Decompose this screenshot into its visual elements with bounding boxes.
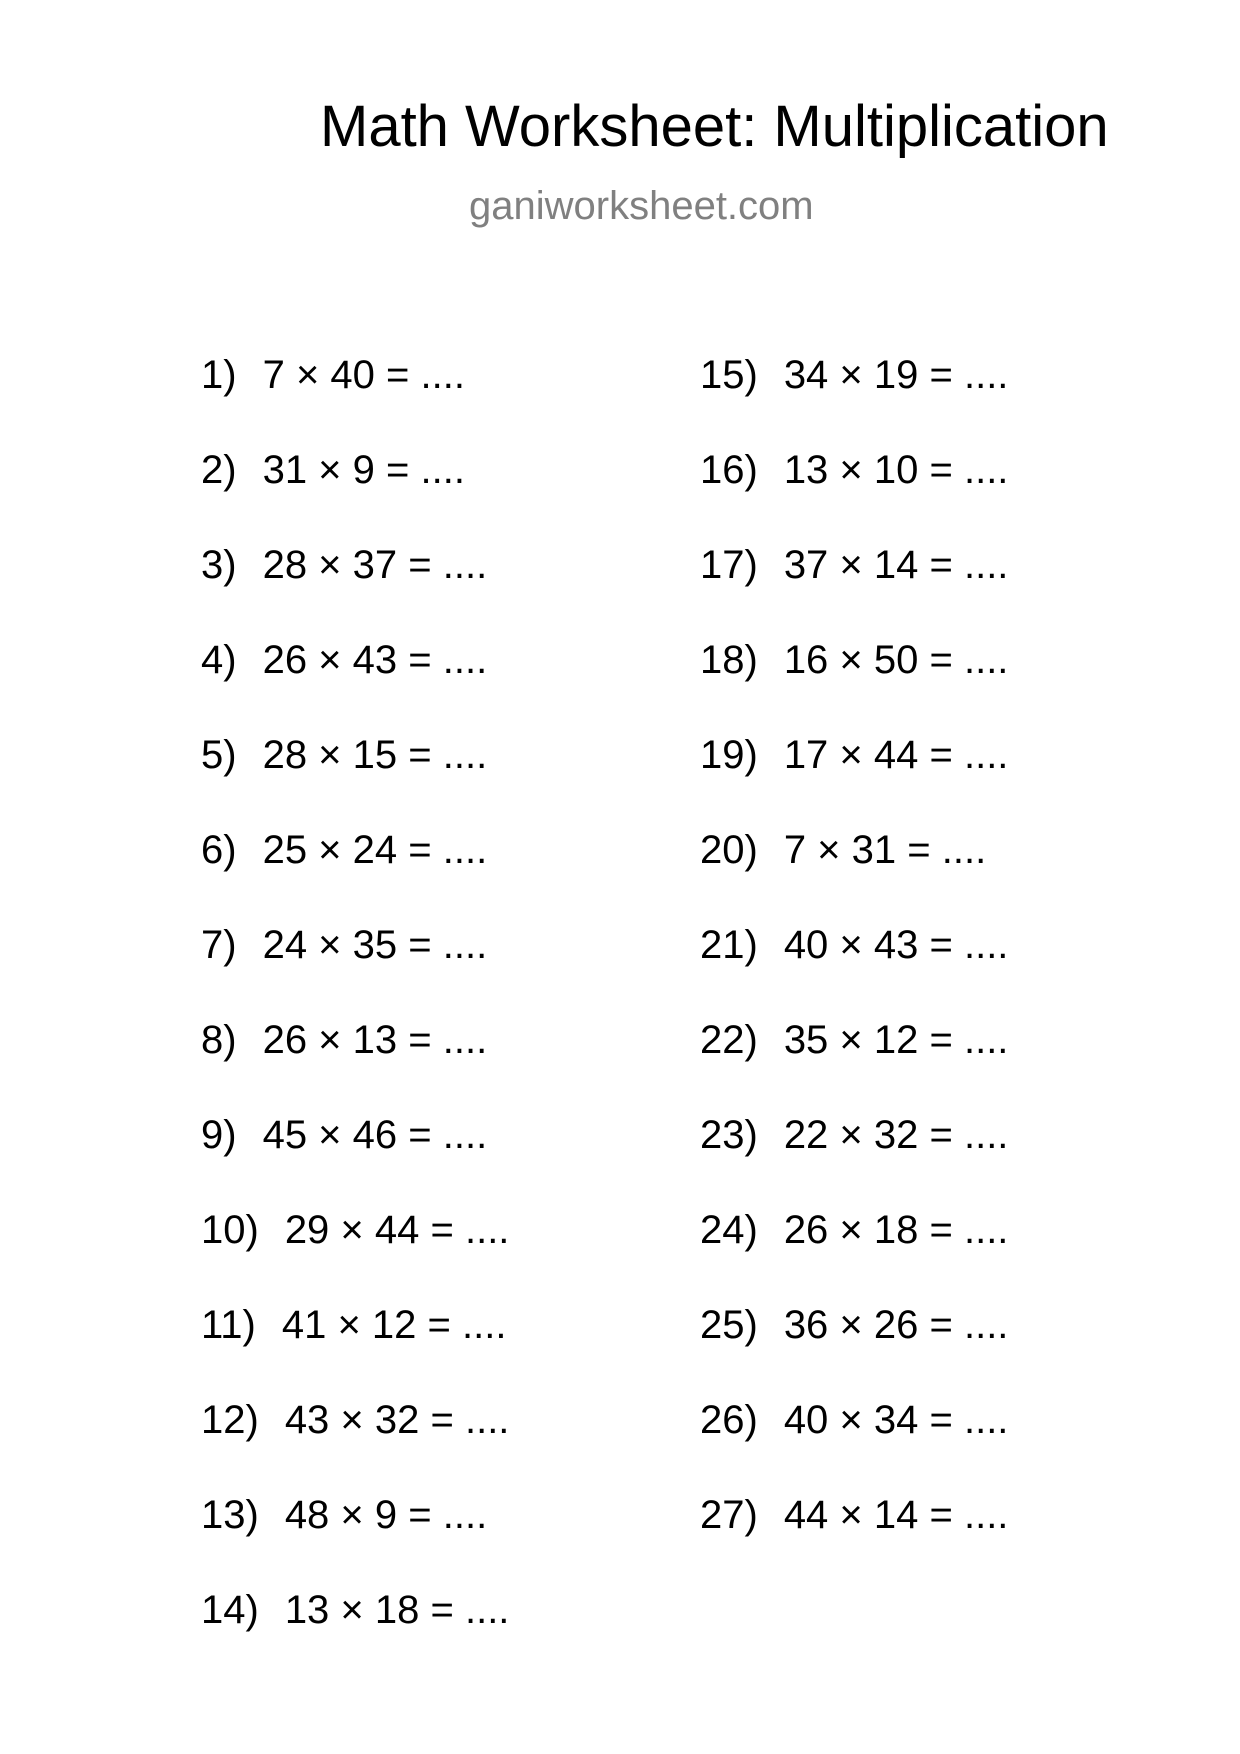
problem-number: 23) xyxy=(700,1113,758,1157)
problem-item xyxy=(201,925,509,1020)
problem-item xyxy=(201,640,509,735)
problem-column-left xyxy=(201,355,509,1685)
problem-expression: 16 × 50 = .... xyxy=(783,638,1009,682)
problem-number: 9) xyxy=(201,1113,237,1157)
problem-expression: 7 × 31 = .... xyxy=(783,828,987,872)
problem-number: 1) xyxy=(201,353,237,397)
problem-number: 16) xyxy=(700,448,758,492)
problem-item xyxy=(201,450,509,545)
problem-number: 3) xyxy=(201,543,237,587)
problem-item xyxy=(201,1495,509,1590)
problem-item xyxy=(201,545,509,640)
problem-expression: 40 × 43 = .... xyxy=(783,923,1009,967)
problem-expression: 36 × 26 = .... xyxy=(783,1303,1009,1347)
problem-number: 27) xyxy=(700,1493,758,1537)
problem-expression: 45 × 46 = .... xyxy=(262,1113,488,1157)
problem-expression: 48 × 9 = .... xyxy=(284,1493,488,1537)
problem-expression: 35 × 12 = .... xyxy=(783,1018,1009,1062)
problem-number: 18) xyxy=(700,638,758,682)
problem-item xyxy=(201,1590,509,1685)
problem-item xyxy=(201,1210,509,1305)
problem-number: 26) xyxy=(700,1398,758,1442)
problem-expression: 28 × 15 = .... xyxy=(262,733,488,777)
problem-number: 13) xyxy=(201,1493,259,1537)
problem-expression: 40 × 34 = .... xyxy=(783,1398,1009,1442)
problem-item xyxy=(201,1115,509,1210)
problem-expression: 28 × 37 = .... xyxy=(262,543,488,587)
problem-number: 20) xyxy=(700,828,758,872)
problem-item xyxy=(700,450,1008,545)
problem-item xyxy=(700,545,1008,640)
problem-item xyxy=(700,1115,1008,1210)
problem-expression: 25 × 24 = .... xyxy=(262,828,488,872)
problem-item xyxy=(700,1400,1008,1495)
problem-item xyxy=(700,735,1008,830)
problem-expression: 37 × 14 = .... xyxy=(783,543,1009,587)
problem-number: 17) xyxy=(700,543,758,587)
problem-item xyxy=(201,355,509,450)
problem-number: 2) xyxy=(201,448,237,492)
website-subtitle: ganiworksheet.com xyxy=(469,184,814,228)
problem-expression: 43 × 32 = .... xyxy=(284,1398,510,1442)
problem-item xyxy=(201,1020,509,1115)
problem-number: 25) xyxy=(700,1303,758,1347)
problem-item xyxy=(700,830,1008,925)
problem-expression: 26 × 13 = .... xyxy=(262,1018,488,1062)
problem-expression: 44 × 14 = .... xyxy=(783,1493,1009,1537)
problem-expression: 22 × 32 = .... xyxy=(783,1113,1009,1157)
problem-number: 21) xyxy=(700,923,758,967)
problem-expression: 24 × 35 = .... xyxy=(262,923,488,967)
problem-number: 19) xyxy=(700,733,758,777)
problem-number: 22) xyxy=(700,1018,758,1062)
problem-expression: 41 × 12 = .... xyxy=(281,1303,507,1347)
problem-number: 5) xyxy=(201,733,237,777)
problem-number: 6) xyxy=(201,828,237,872)
problem-expression: 7 × 40 = .... xyxy=(262,353,465,397)
problem-number: 4) xyxy=(201,638,237,682)
problem-number: 10) xyxy=(201,1208,259,1252)
problem-number: 8) xyxy=(201,1018,237,1062)
problem-number: 24) xyxy=(700,1208,758,1252)
problem-item xyxy=(700,925,1008,1020)
problem-expression: 34 × 19 = .... xyxy=(783,353,1009,397)
problem-item xyxy=(700,355,1008,450)
problem-column-right xyxy=(700,355,1008,1590)
problem-number: 7) xyxy=(201,923,237,967)
problem-expression: 13 × 10 = .... xyxy=(783,448,1009,492)
problem-item xyxy=(700,1305,1008,1400)
problem-number: 14) xyxy=(201,1588,259,1632)
problem-expression: 26 × 18 = .... xyxy=(783,1208,1009,1252)
problem-item xyxy=(201,1400,509,1495)
problem-number: 15) xyxy=(700,353,758,397)
problem-item xyxy=(700,1020,1008,1115)
problem-item xyxy=(201,735,509,830)
problem-expression: 29 × 44 = .... xyxy=(284,1208,510,1252)
problem-number: 11) xyxy=(201,1303,256,1347)
problem-item xyxy=(700,640,1008,735)
worksheet-title: Math Worksheet: Multiplication xyxy=(320,94,1109,159)
problem-expression: 31 × 9 = .... xyxy=(262,448,465,492)
problem-item xyxy=(201,830,509,925)
problem-item xyxy=(201,1305,509,1400)
problem-expression: 26 × 43 = .... xyxy=(262,638,488,682)
problem-item xyxy=(700,1210,1008,1305)
problem-expression: 13 × 18 = .... xyxy=(284,1588,510,1632)
problem-expression: 17 × 44 = .... xyxy=(783,733,1009,777)
problem-number: 12) xyxy=(201,1398,259,1442)
problem-item xyxy=(700,1495,1008,1590)
